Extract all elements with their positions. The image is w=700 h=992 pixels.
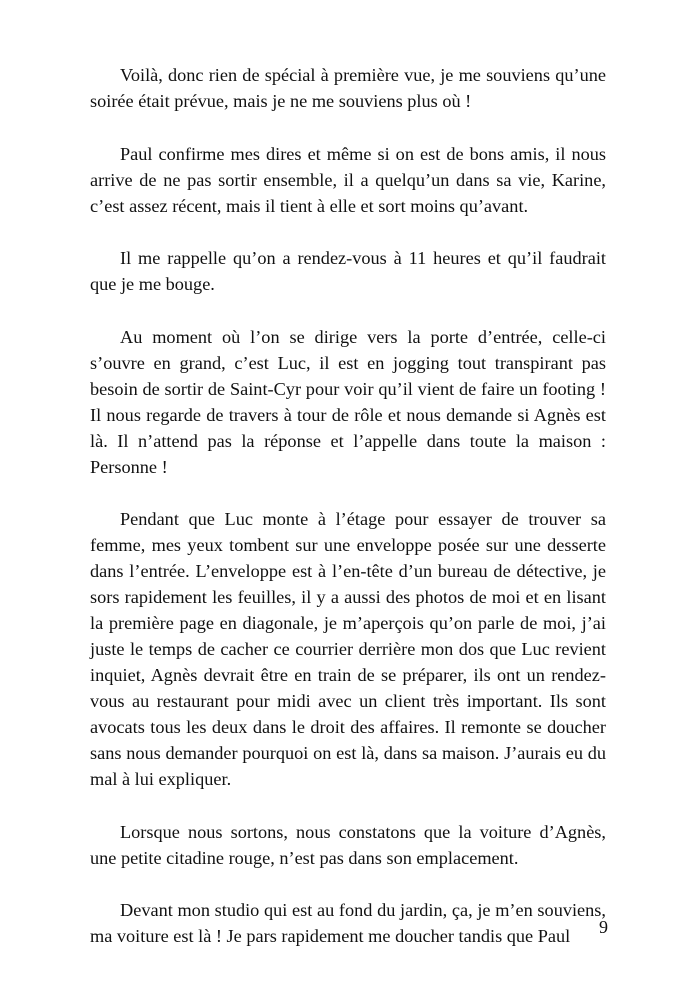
paragraph-6: Lorsque nous sortons, nous constatons que la voiture d’Agnès, une petite citadine rouge, n’est pas dans son emplacement.: [90, 821, 606, 868]
paragraph-3: Il me rappelle qu’on a rendez-vous à 11 heures et qu’il faudrait que je me bouge.: [90, 248, 606, 294]
paragraph-7: Devant mon studio qui est au fond du jardin, ça, je m’en souviens, ma voiture est là ! Je pars rapidement me doucher tandis que Paul: [90, 900, 606, 946]
page-number: 9: [599, 917, 608, 937]
paragraph-4: Au moment où l’on se dirige vers la porte d’entrée, celle-ci s’ouvre en grand, c’est Luc, il est en jogging tout transpirant pas besoin de sortir de Saint-Cyr pour voir qu’il vient de faire un footing ! Il nous regarde de travers à tour de rôle et nous demande si Agnès est là. Il n’attend pas la réponse et l’appelle dans toute la maison : Personne !: [90, 326, 606, 477]
paragraph-5: Pendant que Luc monte à l’étage pour essayer de trouver sa femme, mes yeux tombent sur une enveloppe posée sur une desserte dans l’entrée. L’enveloppe est à l’en-tête d’un bureau de détective, je sors rapidement les feuilles, il y a aussi des photos de moi et en lisant la première page en diagonale, je m’aperçois qu’on parle de moi, j’ai juste le temps de cacher ce courrier derrière mon dos que Luc revient inquiet, Agnès devrait être en train de se préparer, ils ont un rendez-vous au restaurant pour midi avec un client très important. Ils sont avocats tous les deux dans le droit des affaires. Il remonte se doucher sans nous demander pourquoi on est là, dans sa maison. J’aurais eu du mal à lui expliquer.: [90, 509, 606, 789]
body-text: [90, 62, 606, 976]
paragraph-1: Voilà, donc rien de spécial à première vue, je me souviens qu’une soirée était prévue, mais je ne me souviens plus où !: [90, 65, 606, 111]
paragraph-2: Paul confirme mes dires et même si on est de bons amis, il nous arrive de ne pas sortir ensemble, il a quelqu’un dans sa vie, Karine, c’est assez récent, mais il tient à elle et sort moins qu’avant.: [90, 143, 606, 216]
